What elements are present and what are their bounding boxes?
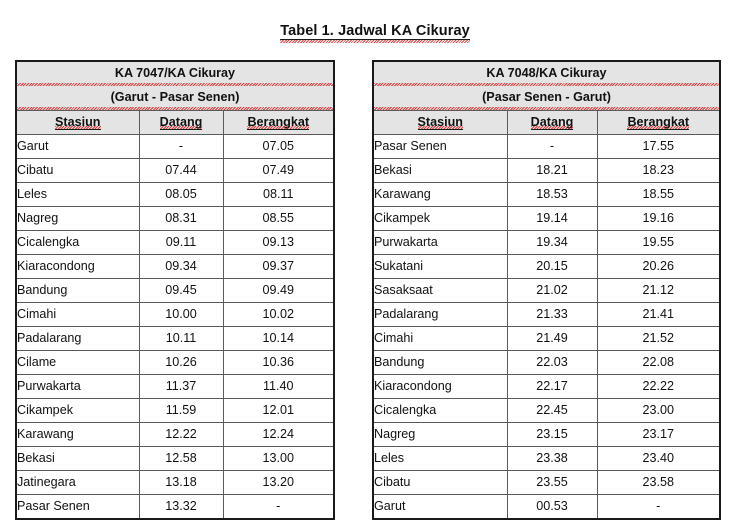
table-slot-ka-7048 — [372, 60, 719, 520]
cell-berangkat: 22.22 — [597, 375, 720, 399]
table-row — [373, 231, 720, 255]
column-header-stasiun: Stasiun — [16, 111, 139, 135]
cell-station: Nagreg — [373, 423, 507, 447]
table-slot-ka-7047 — [15, 60, 333, 520]
cell-berangkat: 08.55 — [223, 207, 334, 231]
cell-datang: 11.59 — [139, 399, 223, 423]
cell-station: Cicalengka — [373, 399, 507, 423]
table-row — [16, 327, 334, 351]
cell-berangkat: - — [597, 495, 720, 520]
table-title-row — [16, 61, 334, 111]
cell-berangkat: 09.37 — [223, 255, 334, 279]
cell-datang: 21.02 — [507, 279, 597, 303]
table-row — [16, 423, 334, 447]
cell-datang: 08.31 — [139, 207, 223, 231]
cell-datang: 22.03 — [507, 351, 597, 375]
cell-berangkat: 21.12 — [597, 279, 720, 303]
cell-berangkat: 07.05 — [223, 135, 334, 159]
table-title-line1: KA 7048/KA Cikuray — [374, 62, 719, 86]
table-row — [373, 375, 720, 399]
table-row — [16, 375, 334, 399]
table-head-ka-7048 — [373, 61, 720, 135]
column-header-row — [373, 111, 720, 135]
table-title-row — [373, 61, 720, 111]
cell-berangkat: 13.00 — [223, 447, 334, 471]
cell-datang: 21.49 — [507, 327, 597, 351]
cell-berangkat: 07.49 — [223, 159, 334, 183]
cell-berangkat: 22.08 — [597, 351, 720, 375]
schedule-table-ka-7047 — [15, 60, 335, 520]
cell-station: Jatinegara — [16, 471, 139, 495]
cell-datang: - — [139, 135, 223, 159]
cell-berangkat: 19.16 — [597, 207, 720, 231]
table-row — [373, 303, 720, 327]
cell-station: Garut — [373, 495, 507, 520]
table-row — [16, 303, 334, 327]
cell-berangkat: 09.13 — [223, 231, 334, 255]
cell-berangkat: 13.20 — [223, 471, 334, 495]
cell-station: Bekasi — [16, 447, 139, 471]
table-row — [16, 135, 334, 159]
schedule-table-ka-7048 — [372, 60, 721, 520]
cell-station: Padalarang — [16, 327, 139, 351]
table-row — [16, 183, 334, 207]
cell-berangkat: 21.52 — [597, 327, 720, 351]
cell-station: Sukatani — [373, 255, 507, 279]
table-title-line2: (Pasar Senen - Garut) — [374, 86, 719, 110]
table-row — [16, 495, 334, 520]
cell-datang: 13.18 — [139, 471, 223, 495]
table-row — [373, 351, 720, 375]
table-row — [373, 423, 720, 447]
cell-station: Bekasi — [373, 159, 507, 183]
page-title: Tabel 1. Jadwal KA Cikuray — [280, 23, 470, 39]
table-body-ka-7047 — [16, 135, 334, 520]
cell-berangkat: 10.14 — [223, 327, 334, 351]
cell-berangkat: 12.24 — [223, 423, 334, 447]
table-row — [373, 447, 720, 471]
column-header-datang: Datang — [139, 111, 223, 135]
table-title-ka-7048 — [373, 61, 720, 111]
cell-datang: 10.11 — [139, 327, 223, 351]
table-row — [16, 279, 334, 303]
table-row — [373, 327, 720, 351]
cell-datang: 22.45 — [507, 399, 597, 423]
cell-station: Kiaracondong — [16, 255, 139, 279]
column-header-datang: Datang — [507, 111, 597, 135]
table-row — [16, 231, 334, 255]
cell-station: Bandung — [373, 351, 507, 375]
cell-station: Karawang — [373, 183, 507, 207]
cell-station: Kiaracondong — [373, 375, 507, 399]
table-row — [373, 495, 720, 520]
cell-datang: 23.38 — [507, 447, 597, 471]
tables-container — [0, 60, 750, 520]
table-row — [373, 183, 720, 207]
table-head-ka-7047 — [16, 61, 334, 135]
table-row — [373, 255, 720, 279]
column-header-row — [16, 111, 334, 135]
cell-datang: 12.58 — [139, 447, 223, 471]
document-title-container — [0, 22, 750, 40]
cell-station: Garut — [16, 135, 139, 159]
cell-station: Padalarang — [373, 303, 507, 327]
table-row — [16, 471, 334, 495]
cell-berangkat: 23.00 — [597, 399, 720, 423]
cell-berangkat: 12.01 — [223, 399, 334, 423]
table-row — [16, 447, 334, 471]
table-row — [373, 399, 720, 423]
cell-berangkat: 21.41 — [597, 303, 720, 327]
cell-station: Cikampek — [373, 207, 507, 231]
cell-station: Pasar Senen — [16, 495, 139, 520]
cell-berangkat: 10.36 — [223, 351, 334, 375]
table-body-ka-7048 — [373, 135, 720, 520]
cell-station: Leles — [373, 447, 507, 471]
cell-berangkat: 09.49 — [223, 279, 334, 303]
cell-datang: 23.15 — [507, 423, 597, 447]
cell-station: Purwakarta — [373, 231, 507, 255]
cell-berangkat: 10.02 — [223, 303, 334, 327]
cell-station: Cilame — [16, 351, 139, 375]
cell-berangkat: 18.23 — [597, 159, 720, 183]
cell-datang: 10.00 — [139, 303, 223, 327]
table-title-line2: (Garut - Pasar Senen) — [17, 86, 333, 110]
cell-datang: 23.55 — [507, 471, 597, 495]
cell-datang: 18.53 — [507, 183, 597, 207]
cell-datang: 10.26 — [139, 351, 223, 375]
cell-berangkat: 19.55 — [597, 231, 720, 255]
cell-datang: 08.05 — [139, 183, 223, 207]
cell-datang: 09.45 — [139, 279, 223, 303]
cell-berangkat: 08.11 — [223, 183, 334, 207]
cell-datang: 19.14 — [507, 207, 597, 231]
cell-berangkat: 18.55 — [597, 183, 720, 207]
table-title-ka-7047 — [16, 61, 334, 111]
cell-station: Bandung — [16, 279, 139, 303]
cell-datang: 22.17 — [507, 375, 597, 399]
cell-datang: 19.34 — [507, 231, 597, 255]
cell-station: Cibatu — [373, 471, 507, 495]
cell-station: Cibatu — [16, 159, 139, 183]
cell-station: Karawang — [16, 423, 139, 447]
cell-berangkat: - — [223, 495, 334, 520]
cell-datang: 20.15 — [507, 255, 597, 279]
cell-berangkat: 23.17 — [597, 423, 720, 447]
cell-station: Cimahi — [373, 327, 507, 351]
table-row — [16, 207, 334, 231]
table-row — [373, 207, 720, 231]
cell-station: Pasar Senen — [373, 135, 507, 159]
table-row — [16, 351, 334, 375]
cell-datang: 11.37 — [139, 375, 223, 399]
cell-station: Sasaksaat — [373, 279, 507, 303]
cell-datang: 09.11 — [139, 231, 223, 255]
column-header-stasiun: Stasiun — [373, 111, 507, 135]
cell-station: Cicalengka — [16, 231, 139, 255]
table-row — [373, 279, 720, 303]
cell-station: Cimahi — [16, 303, 139, 327]
table-row — [16, 159, 334, 183]
cell-datang: 21.33 — [507, 303, 597, 327]
cell-datang: 13.32 — [139, 495, 223, 520]
cell-datang: - — [507, 135, 597, 159]
cell-berangkat: 20.26 — [597, 255, 720, 279]
table-row — [16, 399, 334, 423]
column-header-berangkat: Berangkat — [223, 111, 334, 135]
cell-datang: 09.34 — [139, 255, 223, 279]
cell-berangkat: 23.40 — [597, 447, 720, 471]
cell-station: Purwakarta — [16, 375, 139, 399]
cell-datang: 18.21 — [507, 159, 597, 183]
table-row — [373, 159, 720, 183]
cell-berangkat: 23.58 — [597, 471, 720, 495]
cell-station: Cikampek — [16, 399, 139, 423]
table-row — [16, 255, 334, 279]
column-header-berangkat: Berangkat — [597, 111, 720, 135]
cell-station: Leles — [16, 183, 139, 207]
cell-station: Nagreg — [16, 207, 139, 231]
cell-datang: 12.22 — [139, 423, 223, 447]
cell-datang: 07.44 — [139, 159, 223, 183]
table-row — [373, 135, 720, 159]
cell-berangkat: 17.55 — [597, 135, 720, 159]
table-row — [373, 471, 720, 495]
cell-datang: 00.53 — [507, 495, 597, 520]
cell-berangkat: 11.40 — [223, 375, 334, 399]
table-title-line1: KA 7047/KA Cikuray — [17, 62, 333, 86]
